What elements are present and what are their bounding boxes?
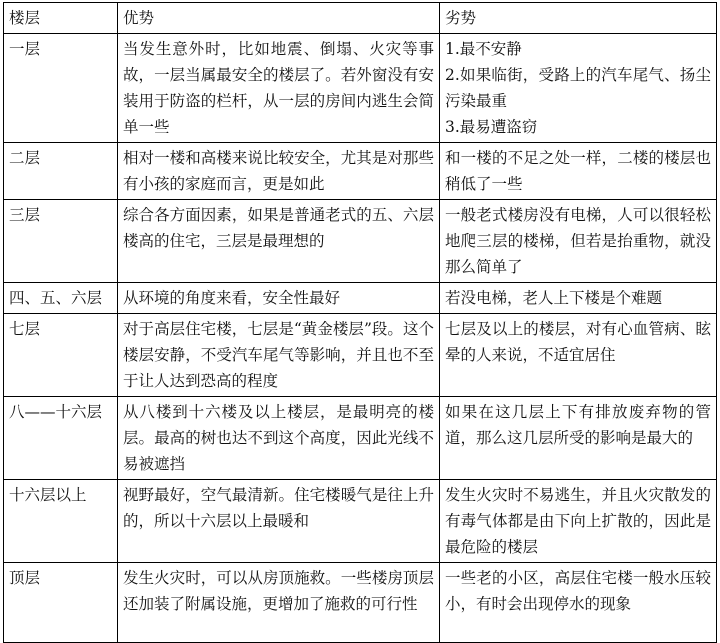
table-row bbox=[4, 480, 717, 563]
table-header-row bbox=[4, 3, 717, 34]
header-floor: 楼层 bbox=[4, 3, 118, 34]
disadvantages-cell: 和一楼的不足之处一样，二楼的楼层也稍低了一些 bbox=[440, 143, 717, 200]
table-row bbox=[4, 314, 717, 397]
disadvantage-item: 3.最易遭盗窃 bbox=[445, 118, 538, 136]
advantages-cell: 当发生意外时，比如地震、倒塌、火灾等事故，一层当属最安全的楼层了。若外窗没有安装用于防盗的栏杆，从一层的房间内逃生会简单一些 bbox=[118, 34, 440, 143]
floor-cell: 八——十六层 bbox=[4, 397, 118, 480]
disadvantages-cell: 七层及以上的楼层，对有心血管病、眩晕的人来说，不适宜居住 bbox=[440, 314, 717, 397]
advantages-cell: 相对一楼和高楼来说比较安全，尤其是对那些有小孩的家庭而言，更是如此 bbox=[118, 143, 440, 200]
table-row bbox=[4, 200, 717, 283]
advantages-cell: 综合各方面因素，如果是普通老式的五、六层楼高的住宅，三层是最理想的 bbox=[118, 200, 440, 283]
disadvantages-cell: 一些老的小区，高层住宅楼一般水压较小，有时会出现停水的现象 bbox=[440, 563, 717, 643]
disadvantages-cell: 一般老式楼房没有电梯，人可以很轻松地爬三层的楼梯，但若是抬重物，就没那么简单了 bbox=[440, 200, 717, 283]
advantages-cell: 视野最好，空气最清新。住宅楼暖气是往上升的，所以十六层以上最暖和 bbox=[118, 480, 440, 563]
floor-cell: 一层 bbox=[4, 34, 118, 143]
floor-cell: 十六层以上 bbox=[4, 480, 118, 563]
floor-cell: 四、五、六层 bbox=[4, 283, 118, 314]
disadvantages-cell: 如果在这几层上下有排放废弃物的管道，那么这几层所受的影响是最大的 bbox=[440, 397, 717, 480]
table-row bbox=[4, 34, 717, 143]
advantages-cell: 发生火灾时，可以从房顶施救。一些楼房顶层还加装了附属设施，更增加了施救的可行性 bbox=[118, 563, 440, 643]
table-row bbox=[4, 563, 717, 643]
disadvantages-cell: 发生火灾时不易逃生，并且火灾散发的有毒气体都是由下向上扩散的，因此是最危险的楼层 bbox=[440, 480, 717, 563]
disadvantage-item: 1.最不安静 bbox=[445, 40, 522, 58]
disadvantages-cell bbox=[440, 34, 717, 143]
disadvantages-cell: 若没电梯，老人上下楼是个难题 bbox=[440, 283, 717, 314]
advantages-cell: 从环境的角度来看，安全性最好 bbox=[118, 283, 440, 314]
floor-cell: 七层 bbox=[4, 314, 118, 397]
header-advantages: 优势 bbox=[118, 3, 440, 34]
floor-cell: 顶层 bbox=[4, 563, 118, 643]
header-disadvantages: 劣势 bbox=[440, 3, 717, 34]
table-row bbox=[4, 143, 717, 200]
advantages-cell: 对于高层住宅楼，七层是“黄金楼层”段。这个楼层安静，不受汽车尾气等影响，并且也不至于让人达到恐高的程度 bbox=[118, 314, 440, 397]
advantages-cell: 从八楼到十六楼及以上楼层，是最明亮的楼层。最高的树也达不到这个高度，因此光线不易被遮挡 bbox=[118, 397, 440, 480]
floor-comparison-table bbox=[3, 2, 717, 643]
floor-cell: 三层 bbox=[4, 200, 118, 283]
floor-cell: 二层 bbox=[4, 143, 118, 200]
disadvantage-item: 2.如果临街，受路上的汽车尾气、扬尘污染最重 bbox=[445, 66, 711, 110]
table-row bbox=[4, 283, 717, 314]
table-row bbox=[4, 397, 717, 480]
